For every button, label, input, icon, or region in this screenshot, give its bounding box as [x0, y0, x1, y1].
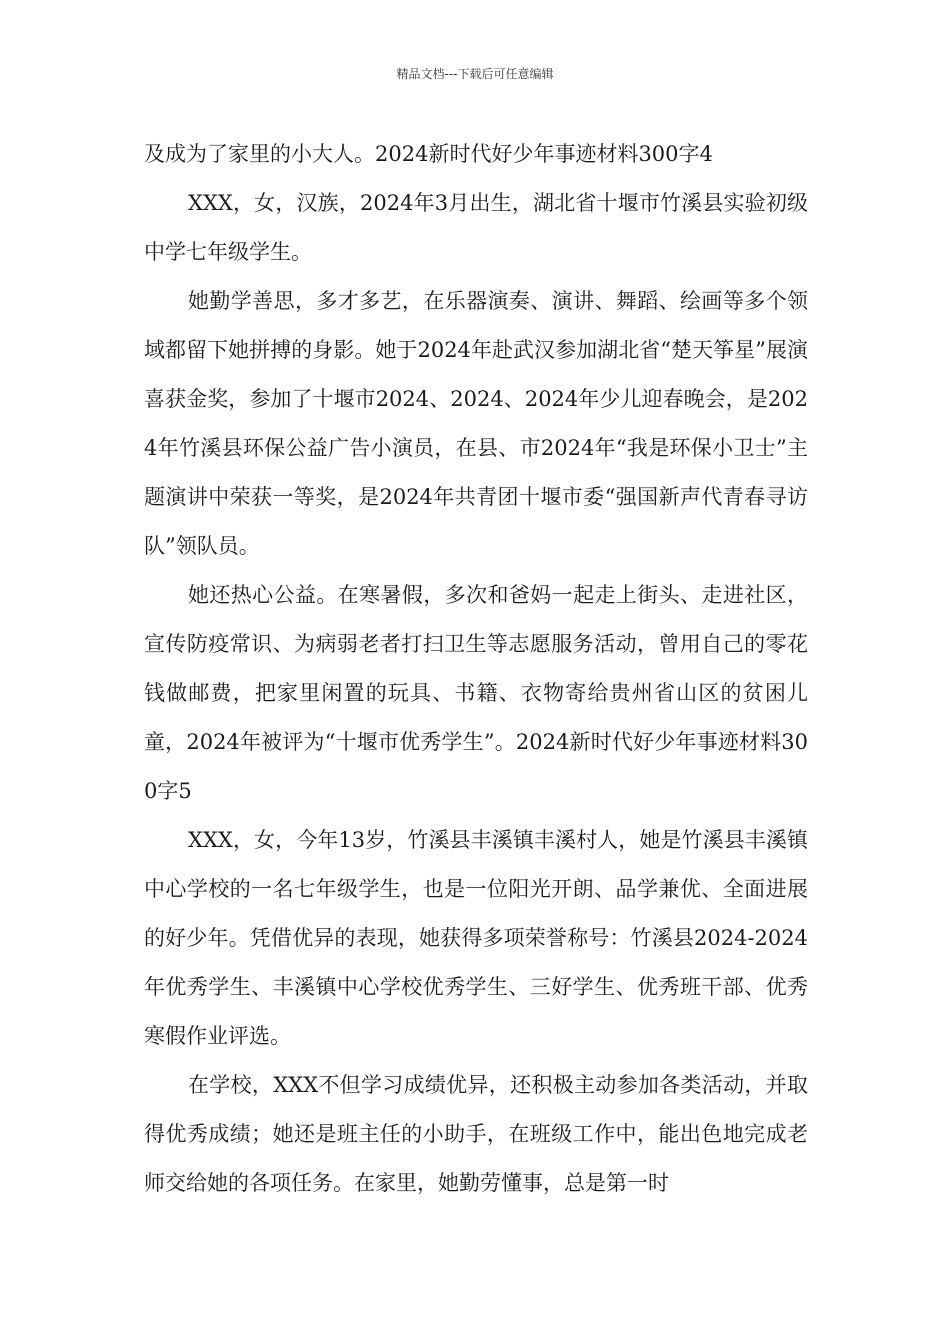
page-header: 精品文档---下载后可任意编辑: [396, 67, 554, 81]
paragraph-3: 她勤学善思，多才多艺，在乐器演奏、演讲、舞蹈、绘画等多个领域都留下她拼搏的身影。她于2024年赴武汉参加湖北省“楚天筝星”展演喜获金奖，参加了十堰市2024、2024、2024年少儿迎春晚会，是2024年竹溪县环保公益广告小演员，在县、市2024年“我是环保小卫士”主题演讲中荣获一等奖，是2024年共青团十堰市委“强国新声代青春寻访队”领队员。: [144, 289, 808, 558]
paragraph-1: 及成为了家里的小大人。2024新时代好少年事迹材料300字4: [144, 142, 713, 166]
document-body: [144, 130, 808, 1208]
paragraph-5: XXX，女，今年13岁，竹溪县丰溪镇丰溪村人，她是竹溪县丰溪镇中心学校的一名七年级学生，也是一位阳光开朗、品学兼优、全面进展的好少年。凭借优异的表现，她获得多项荣誉称号：竹溪县2024-2024年优秀学生、丰溪镇中心学校优秀学生、三好学生、优秀班干部、优秀寒假作业评选。: [144, 828, 808, 1048]
paragraph-4: 她还热心公益。在寒暑假，多次和爸妈一起走上街头、走进社区，宣传防疫常识、为病弱老者打扫卫生等志愿服务活动，曾用自己的零花钱做邮费，把家里闲置的玩具、书籍、衣物寄给贵州省山区的贫困儿童，2024年被评为“十堰市优秀学生”。2024新时代好少年事迹材料300字5: [144, 583, 808, 803]
paragraph-2: XXX，女，汉族，2024年3月出生，湖北省十堰市竹溪县实验初级中学七年级学生。: [144, 191, 808, 264]
paragraph-6: 在学校，XXX不但学习成绩优异，还积极主动参加各类活动，并取得优秀成绩；她还是班主任的小助手，在班级工作中，能出色地完成老师交给她的各项任务。在家里，她勤劳懂事，总是第一时: [144, 1073, 808, 1195]
